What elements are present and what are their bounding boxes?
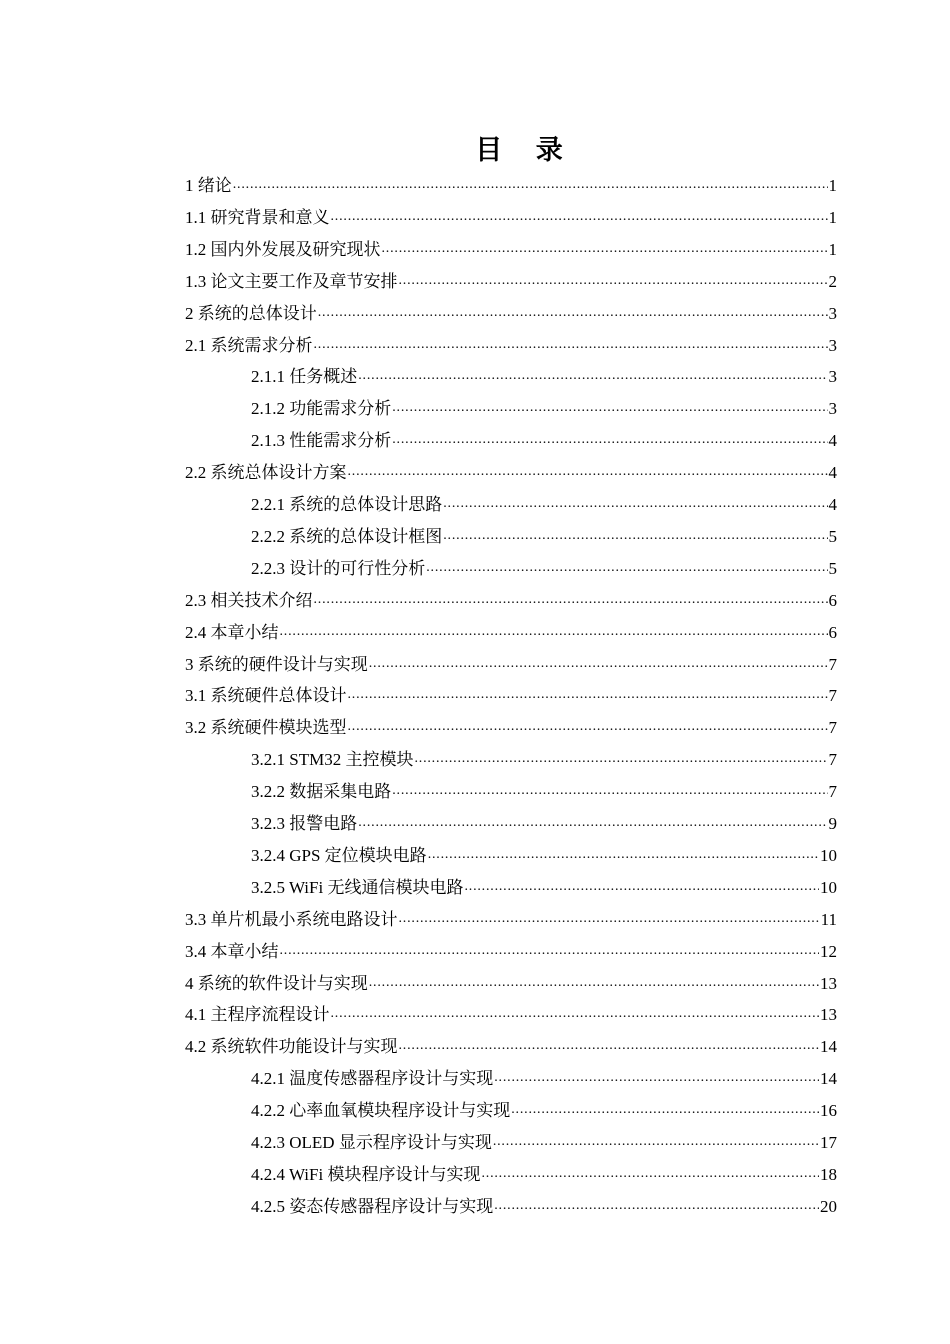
toc-dot-leader	[392, 782, 827, 800]
toc-entry[interactable]	[185, 683, 837, 707]
toc-dot-leader	[358, 367, 827, 385]
toc-entry-page-number: 13	[820, 973, 837, 993]
toc-entry-label: 4 系统的软件设计与实现	[185, 973, 368, 993]
toc-entry-label: 4.2 系统软件功能设计与实现	[185, 1037, 398, 1057]
toc-dot-leader	[399, 272, 828, 290]
toc-dot-leader	[348, 463, 828, 481]
toc-entry-page-number: 20	[820, 1196, 837, 1216]
toc-entry-label: 4.2.2 心率血氧模块程序设计与实现	[251, 1101, 511, 1121]
toc-entry-label: 3.2.5 WiFi 无线通信模块电路	[251, 877, 464, 897]
toc-entry[interactable]	[185, 652, 837, 676]
toc-entry-page-number: 4	[828, 495, 837, 514]
toc-dot-leader	[428, 846, 819, 864]
toc-entry-page-number: 13	[820, 1005, 837, 1025]
toc-entry-page-number: 2	[828, 271, 837, 291]
toc-entry-label: 2.3 相关技术介绍	[185, 590, 313, 610]
toc-dot-leader	[443, 495, 827, 513]
toc-entry-page-number: 3	[828, 367, 837, 387]
toc-entry-label: 1.1 研究背景和意义	[185, 207, 330, 227]
toc-entry[interactable]	[251, 396, 837, 420]
toc-dot-leader	[314, 336, 828, 354]
toc-dot-leader	[399, 910, 820, 928]
toc-entry-label: 3 系统的硬件设计与实现	[185, 654, 368, 674]
toc-entry[interactable]	[185, 301, 837, 325]
toc-dot-leader	[392, 431, 827, 449]
toc-entry-page-number: 4	[828, 431, 837, 451]
toc-dot-leader	[369, 655, 828, 673]
toc-entry-label: 4.2.3 OLED 显示程序设计与实现	[251, 1133, 492, 1152]
toc-entry[interactable]	[251, 1066, 837, 1090]
toc-entry-label: 4.2.1 温度传感器程序设计与实现	[251, 1069, 494, 1089]
toc-dot-leader	[280, 623, 828, 641]
toc-dot-leader	[511, 1101, 819, 1119]
toc-dot-leader	[318, 304, 828, 322]
toc-entry-page-number: 5	[828, 558, 837, 578]
toc-entry[interactable]	[251, 779, 837, 803]
toc-entry[interactable]	[185, 460, 837, 484]
toc-dot-leader	[494, 1069, 819, 1087]
toc-entry-page-number: 3	[828, 303, 837, 323]
toc-entry-page-number: 12	[820, 941, 837, 961]
toc-entry-page-number: 4	[828, 463, 837, 483]
toc-entry[interactable]	[185, 939, 837, 963]
toc-entry-page-number: 1	[828, 239, 837, 259]
toc-entry[interactable]	[185, 715, 837, 739]
toc-entry-label: 2.2.3 设计的可行性分析	[251, 558, 426, 578]
toc-entry-label: 2.1.3 性能需求分析	[251, 431, 392, 451]
toc-entry-page-number: 7	[828, 686, 837, 706]
toc-entry-page-number: 1	[828, 176, 837, 195]
toc-entry-page-number: 7	[828, 654, 837, 674]
toc-entry[interactable]	[185, 269, 837, 293]
toc-dot-leader	[493, 1133, 819, 1151]
toc-entry-page-number: 6	[828, 590, 837, 610]
toc-entry[interactable]	[185, 205, 837, 229]
toc-title: 目 录	[475, 135, 575, 166]
toc-entry-page-number: 10	[820, 845, 837, 865]
toc-dot-leader	[382, 240, 828, 258]
toc-entry-label: 3.3 单片机最小系统电路设计	[185, 909, 398, 929]
toc-dot-leader	[481, 1165, 819, 1183]
toc-dot-leader	[358, 814, 827, 832]
toc-entry[interactable]	[185, 237, 837, 261]
toc-entry[interactable]	[251, 428, 837, 452]
toc-entry-label: 2.2.1 系统的总体设计思路	[251, 495, 443, 514]
toc-entry-label: 2.1.2 功能需求分析	[251, 399, 392, 419]
toc-dot-leader	[399, 1037, 820, 1055]
toc-entry[interactable]	[185, 907, 837, 931]
toc-entry[interactable]	[251, 843, 837, 867]
toc-entry[interactable]	[251, 811, 837, 835]
toc-entry-page-number: 16	[820, 1101, 837, 1121]
toc-entry-page-number: 10	[820, 877, 837, 897]
toc-entry-label: 2.4 本章小结	[185, 622, 279, 642]
toc-entry-label: 2.1.1 任务概述	[251, 367, 358, 387]
toc-entry-page-number: 3	[828, 399, 837, 419]
toc-entry[interactable]	[251, 747, 837, 771]
toc-entry[interactable]	[251, 524, 837, 548]
toc-dot-leader	[348, 718, 828, 736]
toc-entry-label: 3.2 系统硬件模块选型	[185, 718, 347, 738]
toc-entry-label: 1.2 国内外发展及研究现状	[185, 239, 381, 259]
toc-entry-page-number: 11	[820, 909, 837, 929]
toc-entry[interactable]	[185, 588, 837, 612]
toc-entry-label: 4.1 主程序流程设计	[185, 1005, 330, 1025]
toc-entry-page-number: 14	[820, 1037, 837, 1057]
toc-entry[interactable]	[185, 620, 837, 644]
toc-entry-page-number: 18	[820, 1164, 837, 1184]
toc-entry-label: 3.2.1 STM32 主控模块	[251, 750, 414, 770]
toc-dot-leader	[414, 750, 827, 768]
toc-entry[interactable]	[185, 1034, 837, 1058]
toc-entry-page-number: 6	[828, 622, 837, 642]
toc-entry[interactable]	[251, 364, 837, 388]
toc-entry[interactable]	[251, 492, 837, 516]
toc-entry-label: 4.2.5 姿态传感器程序设计与实现	[251, 1196, 494, 1216]
toc-entry-label: 3.1 系统硬件总体设计	[185, 686, 347, 706]
toc-entry-page-number: 14	[820, 1069, 837, 1089]
toc-entry-label: 1 绪论	[185, 176, 232, 195]
toc-entry-label: 2.2 系统总体设计方案	[185, 463, 347, 483]
toc-entry[interactable]	[185, 173, 837, 197]
toc-entry[interactable]	[185, 333, 837, 357]
toc-entry-page-number: 1	[828, 207, 837, 227]
toc-entry[interactable]	[251, 875, 837, 899]
toc-entry-label: 2 系统的总体设计	[185, 303, 317, 323]
toc-dot-leader	[443, 527, 827, 545]
toc-entry-page-number: 5	[828, 526, 837, 546]
toc-entry-label: 3.4 本章小结	[185, 941, 279, 961]
toc-dot-leader	[464, 878, 819, 896]
toc-entry-page-number: 7	[828, 750, 837, 770]
toc-entry[interactable]	[251, 1194, 837, 1218]
toc-entry-label: 2.2.2 系统的总体设计框图	[251, 526, 443, 546]
toc-entry-label: 2.1 系统需求分析	[185, 335, 313, 355]
toc-dot-leader	[392, 399, 827, 417]
toc-dot-leader	[233, 176, 828, 194]
toc-dot-leader	[331, 208, 828, 226]
toc-entry[interactable]	[251, 1162, 837, 1186]
toc-dot-leader	[426, 559, 827, 577]
toc-entry[interactable]	[251, 1130, 837, 1154]
toc-dot-leader	[494, 1197, 819, 1215]
toc-entry[interactable]	[251, 556, 837, 580]
toc-entry-label: 3.2.3 报警电路	[251, 814, 358, 833]
toc-entry-page-number: 7	[828, 782, 837, 802]
toc-entry-label: 3.2.2 数据采集电路	[251, 782, 392, 802]
toc-entry-label: 3.2.4 GPS 定位模块电路	[251, 845, 427, 865]
toc-entry-page-number: 7	[828, 718, 837, 738]
toc-entry-page-number: 3	[828, 335, 837, 355]
toc-dot-leader	[369, 974, 819, 992]
toc-entry-page-number: 17	[820, 1133, 837, 1152]
toc-dot-leader	[314, 591, 828, 609]
toc-dot-leader	[280, 942, 820, 960]
toc-entry-page-number: 9	[828, 814, 837, 833]
toc-entry-label: 1.3 论文主要工作及章节安排	[185, 271, 398, 291]
toc-entry-label: 4.2.4 WiFi 模块程序设计与实现	[251, 1164, 481, 1184]
toc-dot-leader	[348, 686, 828, 704]
toc-entry[interactable]	[185, 1002, 837, 1026]
toc-entry[interactable]	[251, 1098, 837, 1122]
toc-dot-leader	[331, 1005, 820, 1023]
toc-entry[interactable]	[185, 971, 837, 995]
